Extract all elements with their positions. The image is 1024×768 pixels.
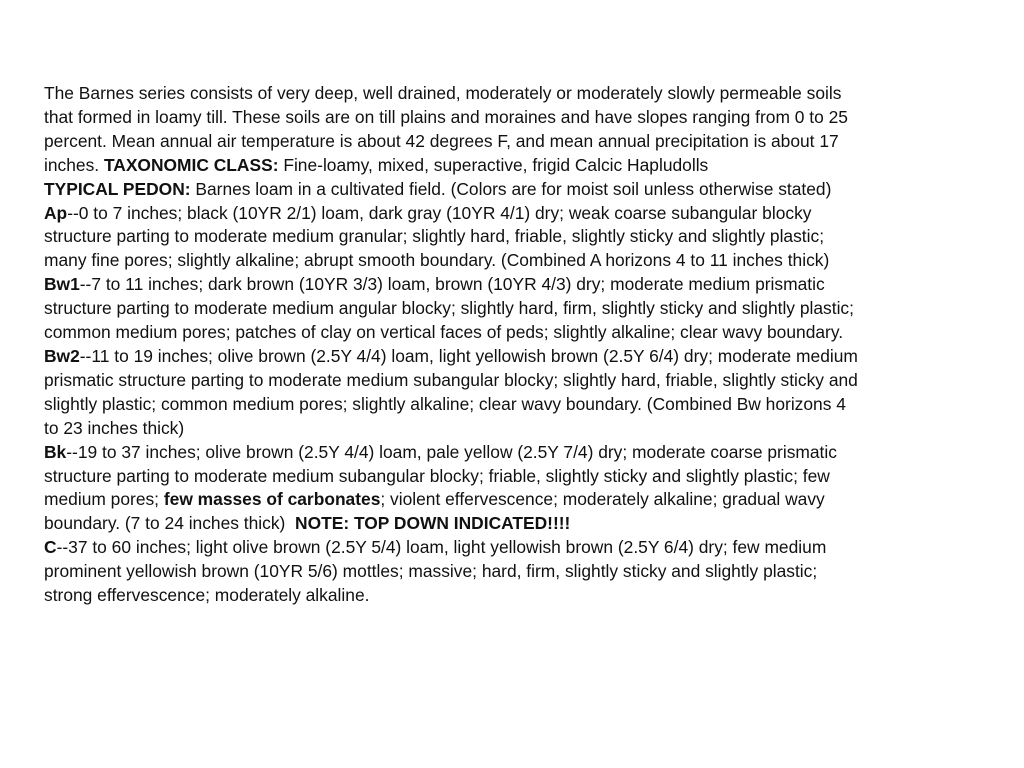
horizon-bk-text-1: --19 to 37 inches; olive brown (2.5Y 4/4) loam, pale yellow (2.5Y 7/4) dry; moderate coarse prismatic — [66, 441, 837, 462]
horizon-c-text-1: --37 to 60 inches; light olive brown (2.5Y 5/4) loam, light yellowish brown (2.5Y 6/4) dry; few medium — [56, 537, 827, 558]
horizon-ap-line-1 — [44, 202, 984, 226]
horizon-bk-line-4 — [44, 512, 984, 536]
horizon-bw1-line-1 — [44, 273, 984, 297]
horizon-c-line-2: prominent yellowish brown (10YR 5/6) mottles; massive; hard, firm, slightly sticky and slightly plastic; — [44, 561, 818, 582]
horizon-bw1-line-2: structure parting to moderate medium angular blocky; slightly hard, firm, slightly sticky and slightly plastic; — [44, 298, 854, 319]
intro-line-1: The Barnes series consists of very deep, well drained, moderately or moderately slowly permeable soils — [44, 83, 842, 103]
typical-pedon-line — [44, 178, 984, 202]
horizon-c-line-1 — [44, 536, 984, 560]
horizon-bk-line-3-post: ; violent effervescence; moderately alkaline; gradual wavy — [380, 489, 825, 510]
typical-pedon-label: TYPICAL PEDON: — [44, 178, 191, 199]
carbonates-emphasis: few masses of carbonates — [163, 489, 381, 510]
intro-line-2: that formed in loamy till. These soils are on till plains and moraines and have slopes ranging from 0 to 25 — [44, 106, 848, 127]
taxonomic-class-label: TAXONOMIC CLASS: — [103, 154, 279, 175]
horizon-ap-text-1: --0 to 7 inches; black (10YR 2/1) loam, dark gray (10YR 4/1) dry; weak coarse subangular blocky — [67, 202, 812, 223]
typical-pedon-value: Barnes loam in a cultivated field. (Colors are for moist soil unless otherwise stated) — [190, 178, 832, 199]
horizon-bk-name: Bk — [44, 441, 67, 462]
horizon-bw2-text-1: --11 to 19 inches; olive brown (2.5Y 4/4) loam, light yellowish brown (2.5Y 6/4) dry; moderate medium — [79, 345, 858, 366]
horizon-bk-line-4-pre: boundary. (7 to 24 inches thick) — [44, 513, 296, 534]
horizon-bk-line-2: structure parting to moderate medium subangular blocky; friable, slightly sticky and slightly plastic; few — [44, 465, 830, 486]
horizon-ap-name: Ap — [44, 202, 68, 223]
horizon-bw2-line-1 — [44, 345, 984, 369]
horizon-c-line-3: strong effervescence; moderately alkaline. — [44, 585, 370, 606]
soil-description-document — [44, 82, 984, 608]
horizon-bw1-name: Bw1 — [44, 274, 80, 295]
horizon-bk-line-3-pre: medium pores; — [44, 489, 164, 510]
horizon-ap-line-2: structure parting to moderate medium granular; slightly hard, friable, slightly sticky and slightly plastic; — [44, 226, 825, 247]
horizon-bw1-text-1: --7 to 11 inches; dark brown (10YR 3/3) loam, brown (10YR 4/3) dry; moderate medium prismatic — [79, 274, 825, 295]
horizon-c-name: C — [44, 537, 57, 558]
horizon-bw2-line-3: slightly plastic; common medium pores; slightly alkaline; clear wavy boundary. (Combined Bw horizons 4 — [44, 393, 846, 414]
top-down-note: NOTE: TOP DOWN INDICATED!!!! — [295, 513, 571, 534]
horizon-bw2-line-4: to 23 inches thick) — [44, 417, 185, 438]
taxonomic-class-value: Fine-loamy, mixed, superactive, frigid Calcic Hapludolls — [278, 154, 709, 175]
horizon-bw1-line-3: common medium pores; patches of clay on vertical faces of peds; slightly alkaline; clear wavy boundary. — [44, 322, 844, 343]
intro-line-4-text: inches. — [44, 154, 104, 175]
horizon-bk-line-3 — [44, 488, 984, 512]
horizon-bw2-line-2: prismatic structure parting to moderate medium subangular blocky; slightly hard, friable, slightly sticky and — [44, 369, 858, 390]
intro-line-3: percent. Mean annual air temperature is about 42 degrees F, and mean annual precipitation is about 17 — [44, 130, 839, 151]
horizon-bk-line-1 — [44, 441, 984, 465]
horizon-ap-line-3: many fine pores; slightly alkaline; abrupt smooth boundary. (Combined A horizons 4 to 11 inches thick) — [44, 250, 830, 271]
intro-line-4 — [44, 154, 984, 178]
horizon-bw2-name: Bw2 — [44, 345, 80, 366]
